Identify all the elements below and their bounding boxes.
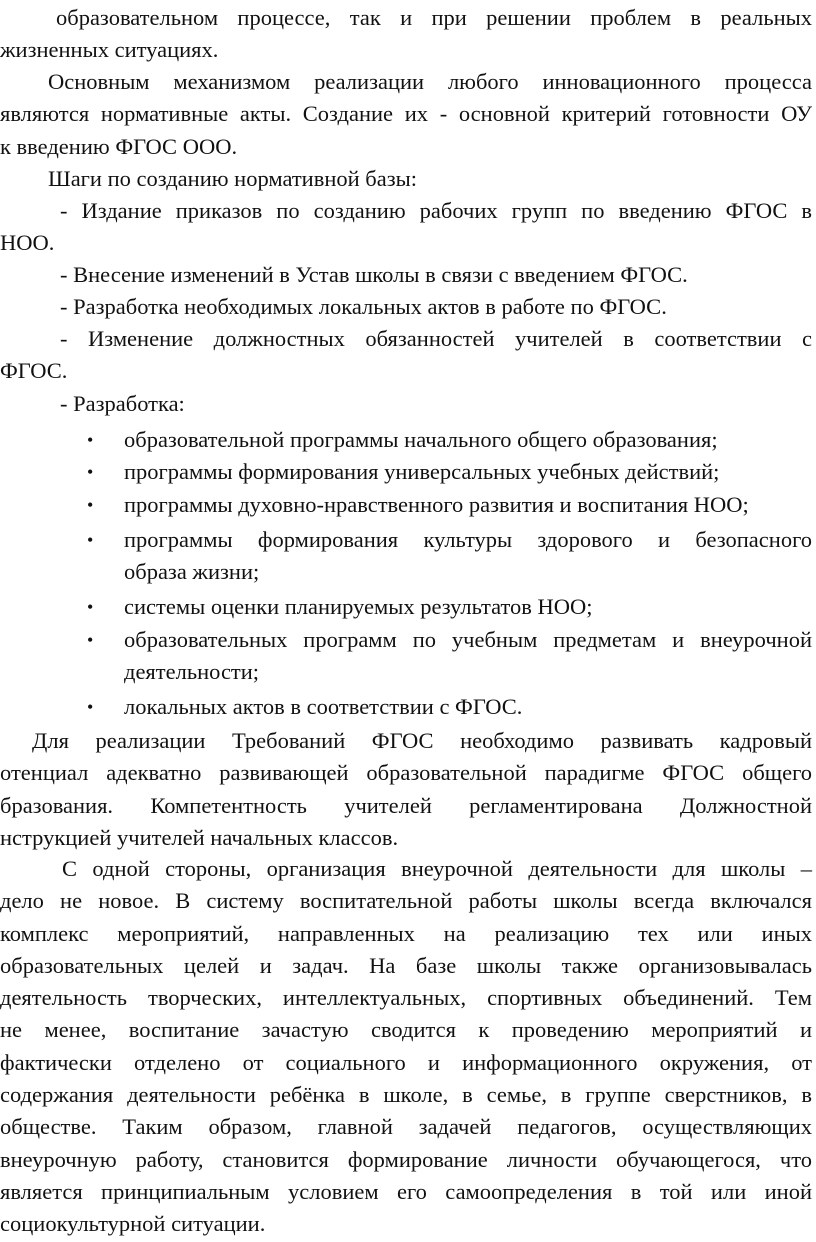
paragraph-6 bbox=[0, 291, 812, 323]
list-item-text: образовательной программы начального общего образования; bbox=[124, 427, 718, 452]
paragraph-9-line-2: отенциал адекватно развивающей образовательной парадигме ФГОС общего bbox=[0, 760, 812, 786]
paragraph-4-line-2: НОО. bbox=[0, 230, 55, 256]
paragraph-10-line-5: деятельность творческих, интеллектуальных, спортивных объединений. Тем bbox=[0, 985, 812, 1011]
list-item-text-cont: деятельности; bbox=[124, 659, 260, 685]
list-item bbox=[87, 489, 812, 521]
paragraph-10-line-2: дело не новое. В систему воспитательной работы школы всегда включался bbox=[0, 888, 812, 914]
list-item-text: программы формирования универсальных учебных действий; bbox=[124, 459, 720, 484]
paragraph-6-line-1: - Разработка необходимых локальных актов в работе по ФГОС. bbox=[60, 294, 667, 319]
bullet-icon: • bbox=[87, 462, 94, 482]
paragraph-5-line-1: - Внесение изменений в Устав школы в связи с введением ФГОС. bbox=[60, 262, 688, 287]
paragraph-9-line-3: бразования. Компетентность учителей регламентирована Должностной bbox=[0, 792, 812, 818]
paragraph-4 bbox=[0, 195, 812, 260]
paragraph-10 bbox=[0, 853, 812, 1241]
list-item-text: программы формирования культуры здорового и безопасного bbox=[124, 527, 812, 552]
paragraph-10-line-12: социокультурной ситуации. bbox=[0, 1211, 266, 1237]
paragraph-1-line-2: жизненных ситуациях. bbox=[0, 37, 219, 63]
list-item bbox=[87, 424, 812, 456]
paragraph-7-line-2: ФГОС. bbox=[0, 358, 68, 384]
bullet-icon: • bbox=[87, 630, 94, 650]
paragraph-2-line-3: к введению ФГОС ООО. bbox=[0, 133, 238, 159]
paragraph-9-line-1: Для реализации Требований ФГОС необходимо развивать кадровый bbox=[32, 728, 812, 753]
paragraph-2-line-2: являются нормативные акты. Создание их - основной критерий готовности ОУ bbox=[0, 101, 812, 127]
paragraph-2-line-1: Основным механизмом реализации любого инновационного процесса bbox=[48, 69, 812, 94]
paragraph-10-line-1: С одной стороны, организация внеурочной деятельности для школы – bbox=[62, 856, 812, 881]
paragraph-8 bbox=[0, 388, 812, 420]
paragraph-1-line-1: образовательном процессе, так и при решении проблем в реальных bbox=[56, 5, 812, 30]
bullet-icon: • bbox=[87, 697, 94, 717]
list-item-text: локальных актов в соответствии с ФГОС. bbox=[124, 694, 523, 719]
paragraph-10-line-8: содержания деятельности ребёнка в школе, в семье, в группе сверстников, в bbox=[0, 1082, 812, 1108]
list-item-text-cont: образа жизни; bbox=[124, 559, 260, 585]
list-item bbox=[87, 456, 812, 488]
paragraph-9-line-4: нструкцией учителей начальных классов. bbox=[0, 824, 399, 850]
paragraph-4-line-1: - Издание приказов по созданию рабочих групп по введению ФГОС в bbox=[60, 198, 812, 223]
list-item bbox=[87, 524, 812, 588]
paragraph-9 bbox=[0, 725, 812, 854]
paragraph-10-line-9: обществе. Таким образом, главной задачей педагогов, осуществляющих bbox=[0, 1114, 812, 1140]
list-item bbox=[87, 591, 812, 623]
list-item-text: системы оценки планируемых результатов НОО; bbox=[124, 594, 593, 619]
paragraph-1 bbox=[0, 2, 812, 67]
paragraph-10-line-10: внеурочную работу, становится формирование личности обучающегося, что bbox=[0, 1146, 812, 1172]
paragraph-10-line-11: является принципиальным условием его самоопределения в той или иной bbox=[0, 1178, 812, 1204]
bullet-icon: • bbox=[87, 597, 94, 617]
list-item-text-block bbox=[124, 624, 812, 689]
paragraph-5 bbox=[0, 259, 812, 291]
list-item-text: программы духовно-нравственного развития и воспитания НОО; bbox=[124, 492, 749, 517]
paragraph-10-line-7: фактически отделено от социального и информационного окружения, от bbox=[0, 1049, 812, 1075]
paragraph-3 bbox=[0, 163, 812, 195]
paragraph-10-line-3: комплекс мероприятий, направленных на реализацию тех или иных bbox=[0, 920, 812, 946]
paragraph-7-line-1: - Изменение должностных обязанностей учителей в соответствии с bbox=[60, 326, 812, 351]
list-item bbox=[87, 624, 812, 688]
paragraph-10-line-4: образовательных целей и задач. На базе школы также организовывалась bbox=[0, 952, 812, 978]
list-item-text: образовательных программ по учебным предметам и внеурочной bbox=[124, 627, 812, 652]
paragraph-3-line-1: Шаги по созданию нормативной базы: bbox=[48, 166, 417, 191]
bullet-icon: • bbox=[87, 495, 94, 515]
paragraph-8-line-1: - Разработка: bbox=[60, 391, 185, 416]
paragraph-10-line-6: не менее, воспитание зачастую сводится к проведению мероприятий и bbox=[0, 1017, 812, 1043]
paragraph-7 bbox=[0, 323, 812, 388]
bullet-icon: • bbox=[87, 530, 94, 550]
list-item-text-block bbox=[124, 524, 812, 589]
paragraph-2 bbox=[0, 66, 812, 163]
bullet-icon: • bbox=[87, 430, 94, 450]
list-item bbox=[87, 691, 812, 723]
